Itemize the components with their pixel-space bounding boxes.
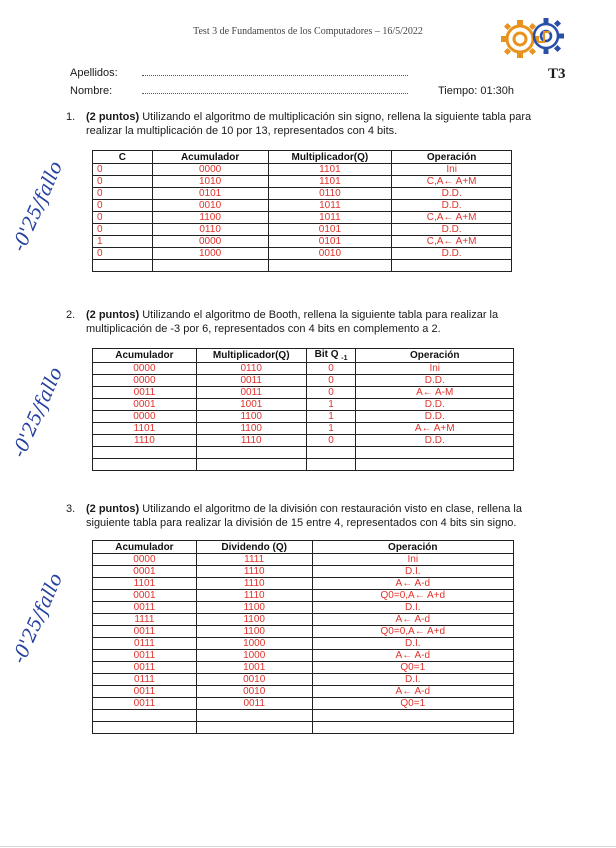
table-cell: 1000 <box>152 248 268 260</box>
question-3-points: (2 puntos) <box>86 503 140 515</box>
handwritten-penalty-note: -0'25/fallo <box>8 364 68 461</box>
col-header-multiplier: Multiplicador(Q) <box>196 349 306 363</box>
table-cell: Ini <box>392 164 512 176</box>
table-cell <box>268 260 392 272</box>
table-row <box>93 698 514 710</box>
table-row <box>93 212 512 224</box>
col-header: Acumulador <box>93 541 197 554</box>
table-cell: 1110 <box>196 435 306 447</box>
table-cell: 0001 <box>93 590 197 602</box>
table-cell <box>196 710 312 722</box>
table-cell: 1 <box>306 423 356 435</box>
table-cell: D.I. <box>312 674 513 686</box>
table-cell: 1100 <box>196 614 312 626</box>
table-row <box>93 662 514 674</box>
table-header-row <box>93 151 512 164</box>
question-1 <box>66 110 542 138</box>
table-cell <box>93 710 197 722</box>
table-cell: 1000 <box>196 638 312 650</box>
col-header: Operación <box>392 151 512 164</box>
table-cell: D.D. <box>356 411 514 423</box>
table-cell: 0001 <box>93 399 197 411</box>
question-1-text: Utilizando el algoritmo de multiplicación sin signo, rellena la siguiente tabla para realizar la multiplicación de 10 por 13, representados con 4 bits. <box>86 111 532 137</box>
table-cell: 1 <box>306 399 356 411</box>
table-row <box>93 363 514 375</box>
table-cell: D.I. <box>312 602 513 614</box>
table-cell: Q0=1 <box>312 698 513 710</box>
table-cell: D.D. <box>356 375 514 387</box>
table-row <box>93 554 514 566</box>
table-row <box>93 674 514 686</box>
table-cell <box>196 447 306 459</box>
table-cell <box>93 447 197 459</box>
name-label: Nombre: <box>70 85 113 97</box>
table-cell: 1110 <box>93 435 197 447</box>
table-row <box>93 650 514 662</box>
table-row <box>93 578 514 590</box>
table-cell: C,A← A+M <box>392 176 512 188</box>
table-cell: 0110 <box>196 363 306 375</box>
col-header-accumulator: Acumulador <box>93 349 197 363</box>
question-1-number: 1. <box>66 111 76 123</box>
table-row <box>93 602 514 614</box>
table-cell: 0000 <box>152 164 268 176</box>
table-row <box>93 236 512 248</box>
table-row <box>93 423 514 435</box>
table-cell: A← A+M <box>356 423 514 435</box>
table-cell: 0 <box>306 375 356 387</box>
table-cell: 0110 <box>152 224 268 236</box>
table-cell: 1100 <box>196 626 312 638</box>
handwritten-penalty-note: -0'25/fallo <box>8 570 68 667</box>
handwritten-penalty-note: -0'25/fallo <box>8 158 68 255</box>
table-cell: 0011 <box>93 387 197 399</box>
surname-blank-line <box>142 75 408 76</box>
table-row <box>93 164 512 176</box>
table-cell: 0101 <box>152 188 268 200</box>
table-cell: 1001 <box>196 399 306 411</box>
table-cell: 1000 <box>196 650 312 662</box>
col-header: Acumulador <box>152 151 268 164</box>
table-cell <box>152 260 268 272</box>
table-cell: Q0=0,A← A+d <box>312 590 513 602</box>
table-cell: 0 <box>93 200 153 212</box>
table-cell: 0111 <box>93 638 197 650</box>
table-cell: 1100 <box>152 212 268 224</box>
bit-q-subscript: -1 <box>341 355 348 362</box>
table-cell: 0111 <box>93 674 197 686</box>
table-cell: Q0=0,A← A+d <box>312 626 513 638</box>
table-cell <box>196 459 306 471</box>
table-cell <box>306 447 356 459</box>
table-booth-multiplication <box>92 348 514 471</box>
surname-label: Apellidos: <box>70 67 118 79</box>
table-cell <box>312 722 513 734</box>
table-cell: 1100 <box>196 411 306 423</box>
table-cell: 0000 <box>93 363 197 375</box>
col-header: Dividendo (Q) <box>196 541 312 554</box>
table-cell: 1100 <box>196 423 306 435</box>
table-cell <box>312 710 513 722</box>
table-row <box>93 224 512 236</box>
table-cell: D.I. <box>312 566 513 578</box>
table-cell: 0000 <box>152 236 268 248</box>
table-cell: 0 <box>93 164 153 176</box>
table-cell: 0010 <box>152 200 268 212</box>
table-cell <box>356 447 514 459</box>
table-cell: 0000 <box>93 375 197 387</box>
table-header-row <box>93 541 514 554</box>
table-cell: 0011 <box>93 662 197 674</box>
table-cell: Ini <box>312 554 513 566</box>
table-unsigned-multiplication <box>92 150 512 272</box>
table-cell: 0011 <box>93 686 197 698</box>
table-cell: 0 <box>306 363 356 375</box>
col-header-bit-q <box>306 349 356 363</box>
table-cell: A← A-d <box>312 614 513 626</box>
table-row <box>93 387 514 399</box>
surname-field[interactable] <box>70 67 410 81</box>
table-cell: 0 <box>93 212 153 224</box>
table-cell: 0010 <box>196 674 312 686</box>
table-cell: D.I. <box>312 638 513 650</box>
table-cell: 1001 <box>196 662 312 674</box>
test-code: T3 <box>548 66 566 82</box>
name-field[interactable] <box>70 85 410 99</box>
table-cell: 0010 <box>268 248 392 260</box>
col-header: Operación <box>312 541 513 554</box>
name-blank-line <box>142 93 408 94</box>
table-row <box>93 411 514 423</box>
table-cell: D.D. <box>392 188 512 200</box>
table-row <box>93 590 514 602</box>
table-cell: 0 <box>93 248 153 260</box>
col-header: Multiplicador(Q) <box>268 151 392 164</box>
table-row <box>93 399 514 411</box>
table-row <box>93 710 514 722</box>
table-cell: 0001 <box>93 566 197 578</box>
table-cell: 1011 <box>268 212 392 224</box>
table-cell: 0010 <box>196 686 312 698</box>
table-cell <box>356 459 514 471</box>
table-cell: A← A-d <box>312 686 513 698</box>
table-cell: Ini <box>356 363 514 375</box>
table-cell: 1 <box>306 411 356 423</box>
scan-edge-line <box>0 846 616 847</box>
table-cell: 1101 <box>93 423 197 435</box>
table-row <box>93 686 514 698</box>
table-cell: 1101 <box>268 164 392 176</box>
table-cell: 1111 <box>196 554 312 566</box>
table-header-row <box>93 349 514 363</box>
bit-q-label: Bit Q <box>314 349 339 360</box>
table-cell: D.D. <box>392 224 512 236</box>
table-cell: 0 <box>93 188 153 200</box>
table-cell: 1010 <box>152 176 268 188</box>
table-row <box>93 638 514 650</box>
table-cell: D.D. <box>356 435 514 447</box>
table-cell: D.D. <box>392 248 512 260</box>
table-row <box>93 176 512 188</box>
table-restoring-division <box>92 540 514 734</box>
table-cell: 1101 <box>93 578 197 590</box>
table-cell <box>93 459 197 471</box>
table-cell: 0101 <box>268 224 392 236</box>
table-cell: A← A-d <box>312 578 513 590</box>
exam-time: Tiempo: 01:30h <box>438 85 515 97</box>
table-cell: C,A← A+M <box>392 236 512 248</box>
table-cell: C,A← A+M <box>392 212 512 224</box>
question-3 <box>66 502 542 530</box>
table-cell: A← A-d <box>312 650 513 662</box>
table-cell: 1111 <box>93 614 197 626</box>
table-cell <box>306 459 356 471</box>
table-cell: 0 <box>306 435 356 447</box>
table-cell: 0 <box>306 387 356 399</box>
question-3-number: 3. <box>66 503 76 515</box>
table-row <box>93 566 514 578</box>
table-row <box>93 435 514 447</box>
table-cell: 1100 <box>196 602 312 614</box>
table-cell: 0101 <box>268 236 392 248</box>
table-cell: D.D. <box>356 399 514 411</box>
table-cell: 0011 <box>196 375 306 387</box>
table-cell: D.D. <box>392 200 512 212</box>
table-cell: 0011 <box>93 602 197 614</box>
table-cell: 0011 <box>93 626 197 638</box>
table-row <box>93 200 512 212</box>
table-cell: 0110 <box>268 188 392 200</box>
table-cell <box>196 722 312 734</box>
table-cell: A← A-M <box>356 387 514 399</box>
table-row <box>93 248 512 260</box>
table-cell: 1110 <box>196 578 312 590</box>
table-cell: 1101 <box>268 176 392 188</box>
table-row <box>93 614 514 626</box>
table-cell: 1011 <box>268 200 392 212</box>
table-row <box>93 626 514 638</box>
table-cell: 0011 <box>93 650 197 662</box>
question-2-number: 2. <box>66 309 76 321</box>
table-row <box>93 260 512 272</box>
question-2-points: (2 puntos) <box>86 309 140 321</box>
table-row <box>93 188 512 200</box>
table-cell <box>392 260 512 272</box>
table-row <box>93 722 514 734</box>
table-cell: 0000 <box>93 411 197 423</box>
table-cell: 1110 <box>196 590 312 602</box>
table-cell: 0011 <box>93 698 197 710</box>
table-cell <box>93 722 197 734</box>
table-cell: 1110 <box>196 566 312 578</box>
table-cell: 0000 <box>93 554 197 566</box>
table-cell: 0 <box>93 224 153 236</box>
col-header-operation: Operación <box>356 349 514 363</box>
question-1-points: (2 puntos) <box>86 111 140 123</box>
table-cell: Q0=1 <box>312 662 513 674</box>
question-2-text: Utilizando el algoritmo de Booth, rellena la siguiente tabla para realizar la multiplicación de -3 por 6, representados con 4 bits en complemento a 2. <box>86 309 499 335</box>
question-2 <box>66 308 542 336</box>
table-cell: 1 <box>93 236 153 248</box>
table-cell: 0 <box>93 176 153 188</box>
table-row <box>93 447 514 459</box>
col-header: C <box>93 151 153 164</box>
table-cell: 0011 <box>196 387 306 399</box>
table-row <box>93 375 514 387</box>
table-row <box>93 459 514 471</box>
table-cell: 0011 <box>196 698 312 710</box>
table-cell <box>93 260 153 272</box>
gears-logo-icon <box>494 12 570 64</box>
question-3-text: Utilizando el algoritmo de la división con restauración visto en clase, rellena la siguiente tabla para realizar la división de 15 entre 4, representados con 4 bits sin signo. <box>86 503 522 529</box>
exam-header-title: Test 3 de Fundamentos de los Computadores – 16/5/2022 <box>193 26 423 37</box>
